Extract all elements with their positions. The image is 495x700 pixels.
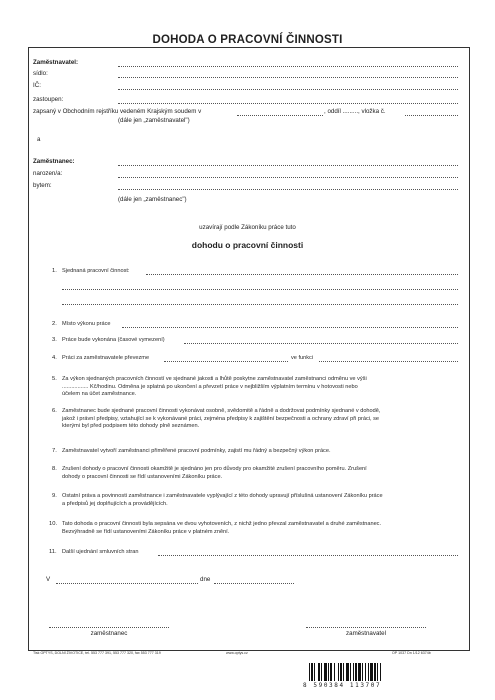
- conjunction-a: a: [37, 136, 41, 143]
- item-1-line-1[interactable]: [146, 274, 458, 275]
- item-4-function-line[interactable]: [319, 361, 458, 362]
- footer-printer: Tisk OPTYS, DOLNÍ ŽIVOTICE, tel. 553 777 391, 553 777 320, fax 553 777 319: [33, 651, 161, 655]
- item-7-text: Zaměstnavatel vytvoří zaměstnanci přiměřené pracovní podmínky, zajistí mu řádný a bezpečný výkon práce.: [62, 448, 331, 454]
- item-5-line-1: Za výkon sjednaných pracovních činností ve sjednané jakosti a lhůtě poskytne zaměstnavatel zaměstnanci odměnu ve výši: [62, 376, 367, 382]
- item-4-person-line[interactable]: [164, 361, 288, 362]
- item-4-function-label: ve funkci: [291, 355, 314, 361]
- employer-dale-label: (dále jen „zaměstnavatel"): [118, 117, 190, 124]
- place-label: V: [46, 576, 51, 583]
- item-2-number: 2.: [52, 321, 57, 327]
- item-4-label: Práci za zaměstnavatele převezme: [62, 355, 150, 361]
- item-4-number: 4.: [52, 355, 57, 361]
- employer-ic-line[interactable]: [118, 89, 458, 90]
- employer-sidlo-line[interactable]: [118, 77, 458, 78]
- place-line[interactable]: [56, 583, 198, 584]
- employer-oddil-label: , oddíl ........., vložka č.: [324, 108, 386, 115]
- item-11-label: Další ujednání smluvních stran: [62, 549, 139, 555]
- employee-bytem-line[interactable]: [118, 189, 458, 190]
- item-8-text: [62, 466, 460, 481]
- item-9-line-2: a předpisů jej doplňujících a provádějících.: [62, 500, 168, 507]
- employer-heading: Zaměstnavatel:: [33, 59, 79, 66]
- item-5-line-2: ................. Kč/hodinu. Odměna je splatná po ukončení a převzetí práce v nejbližším výplatním termínu v hotovosti nebo: [62, 383, 358, 390]
- item-3-line[interactable]: [184, 343, 458, 344]
- employee-signature-label: zaměstnanec: [90, 630, 128, 637]
- item-10-number: 10.: [49, 521, 58, 527]
- form-frame: [28, 47, 470, 651]
- item-11-line[interactable]: [158, 555, 458, 556]
- item-9-text: [62, 493, 460, 508]
- barcode-number: 8 590384 113707: [303, 682, 382, 689]
- item-9-line-1: Ostatní práva a povinnosti zaměstnance i zaměstnavatele vyplývající z této dohody upravují příslušná ustanovení Zákoníku práce: [62, 493, 383, 499]
- employer-vlozka-line[interactable]: [405, 115, 458, 116]
- subtitle: dohodu o pracovní činnosti: [191, 240, 304, 250]
- item-2-label: Místo výkonu práce: [62, 321, 111, 327]
- item-8-number: 8.: [52, 466, 57, 472]
- employer-ic-label: IČ:: [33, 82, 41, 89]
- item-3-label: Práce bude vykonána (časové vymezení): [62, 337, 165, 343]
- item-11-number: 11.: [49, 549, 57, 555]
- item-10-line-1: Tato dohoda o pracovní činnosti byla sepsána ve dvou vyhotoveních, z nichž jedno převzal zaměstnavatel a druhé zaměstnanec.: [62, 521, 382, 527]
- employer-register-label: zapsaný v Obchodním rejstříku vedeném Krajským soudem v: [33, 108, 202, 115]
- employer-sidlo-label: sídlo:: [33, 70, 48, 77]
- employee-heading: Zaměstnanec:: [33, 158, 75, 165]
- item-6-line-3: kterými byl před podpisem této dohody plně seznámen.: [62, 423, 200, 430]
- item-6-line-1: Zaměstnanec bude sjednané pracovní činnosti vykonávat osobně, svědomitě a řádně a dodržovat podmínky sjednané v dohodě,: [62, 408, 381, 414]
- item-9-number: 9.: [52, 493, 57, 499]
- employee-name-line[interactable]: [118, 165, 458, 166]
- item-3-number: 3.: [52, 337, 57, 343]
- item-1-line-3[interactable]: [62, 304, 458, 305]
- item-8-line-2: dohody o pracovní činnosti se řídí ustanoveními Zákoníku práce.: [62, 473, 223, 480]
- item-10-line-2: Bezvýhradně se řídí ustanoveními Zákoníku práce v platném znění.: [62, 528, 230, 535]
- item-7-number: 7.: [52, 448, 57, 454]
- footer-website: www.optys.cz: [226, 651, 248, 655]
- item-5-number: 5.: [52, 376, 57, 382]
- employee-narozen-label: narozen/a:: [33, 170, 63, 177]
- employee-signature-line[interactable]: [49, 627, 169, 628]
- employee-dale-label: (dále jen „zaměstnanec"): [118, 196, 187, 203]
- barcode-icon: [309, 663, 424, 681]
- item-6-text: [62, 408, 460, 431]
- item-6-number: 6.: [52, 408, 57, 414]
- item-1-label: Sjednaná pracovní činnost:: [62, 268, 130, 274]
- employer-register-court-line[interactable]: [237, 115, 323, 116]
- employer-zastoupen-line[interactable]: [118, 103, 458, 104]
- intro-text: uzavírají podle Zákoníku práce tuto: [199, 224, 296, 231]
- document-title: DOHODA O PRACOVNÍ ČINNOSTI: [152, 34, 343, 46]
- date-line[interactable]: [214, 583, 294, 584]
- item-8-line-1: Zrušení dohody o pracovní činnosti okamžitě je sjednáno jen pro důvody pro okamžité zrušení pracovního poměru. Zrušení: [62, 466, 367, 472]
- item-1-line-2[interactable]: [62, 289, 458, 290]
- item-1-number: 1.: [52, 268, 57, 274]
- item-5-text: [62, 376, 460, 399]
- employee-bytem-label: bytem:: [33, 182, 52, 189]
- item-2-line[interactable]: [122, 327, 458, 328]
- footer-form-code: OP 1037 Dn 1/12 6374b: [392, 651, 431, 655]
- employer-signature-label: zaměstnavatel: [346, 630, 386, 637]
- date-label: dne: [200, 576, 211, 583]
- employer-signature-line[interactable]: [306, 627, 426, 628]
- item-5-line-3: účelem na účet zaměstnance.: [62, 391, 137, 398]
- item-6-line-2: jakož i právní předpisy, vztahující se k vykonávané práci, zejména předpisy k zajištění bezpečnosti a ochrany zdraví při práci, se: [62, 415, 380, 422]
- employer-zastoupen-label: zastoupen:: [33, 96, 64, 103]
- employee-narozen-line[interactable]: [118, 177, 458, 178]
- item-10-text: [62, 521, 460, 536]
- employer-name-line[interactable]: [118, 66, 458, 67]
